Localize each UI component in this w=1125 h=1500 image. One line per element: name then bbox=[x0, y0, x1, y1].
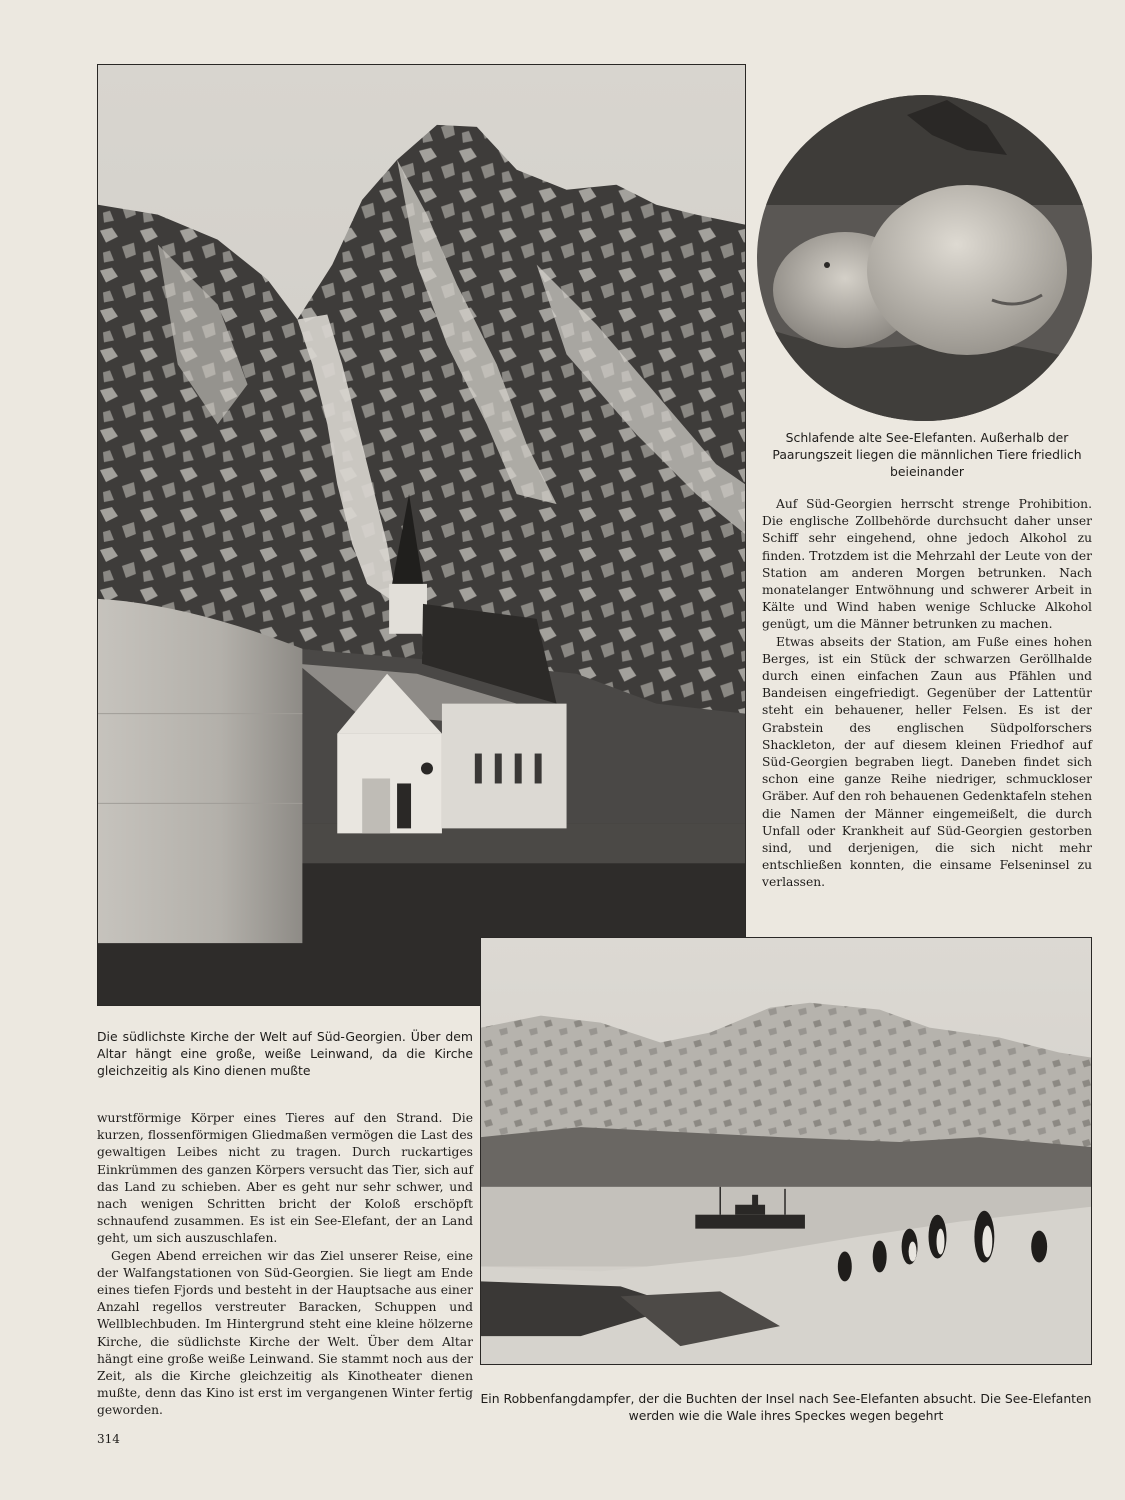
church-photo bbox=[97, 64, 746, 1006]
left-column-text bbox=[97, 1110, 473, 1420]
church-caption: Die südlichste Kirche der Welt auf Süd-Georgien. Über dem Altar hängt eine große, weiße Leinwand, da die Kirche gleichzeitig als Kino dienen mußte bbox=[97, 1029, 473, 1078]
sea-elephants-caption: Schlafende alte See-Elefanten. Außerhalb der Paarungszeit liegen die männlichen Tiere friedlich beieinander bbox=[772, 430, 1082, 479]
paragraph: Auf Süd-Georgien herrscht strenge Prohibition. Die englische Zollbehörde durchsucht daher unser Schiff sehr eingehend, ohne jedoch Alkohol zu finden. Trotzdem ist die Mehrzahl der Leute von der Station am anderen Morgen betrunken. Nach monatelanger Entwöhnung und schwerer Arbeit in Kälte und Wind haben wenige Schlucke Alkohol genügt, um die Männer betrunken zu machen. bbox=[762, 497, 1092, 632]
paragraph: Gegen Abend erreichen wir das Ziel unserer Reise, eine der Walfangstationen von Süd-Georgien. Sie liegt am Ende eines tiefen Fjords und besteht in der Hauptsache aus einer Anzahl regellos verstreuter Baracken, Schuppen und Wellblechbuden. Im Hintergrund steht eine kleine hölzerne Kirche, die südlichste Kirche der Welt. Über dem Altar hängt eine große weiße Leinwand. Sie stammt noch aus der Zeit, als die Kirche gleichzeitig als Kinotheater dienen mußte, denn das Kino ist erst im vergangenen Winter fertig geworden. bbox=[97, 1248, 473, 1418]
sea-elephants-photo bbox=[757, 95, 1092, 421]
page-number: 314 bbox=[97, 1432, 120, 1446]
paragraph: Etwas abseits der Station, am Fuße eines hohen Berges, ist ein Stück der schwarzen Geröllhalde durch einen einfachen Zaun aus Pfählen und Bandeisen eingefriedigt. Gegenüber der Lattentür steht ein behauener, heller Felsen. Es ist der Grabstein des englischen Südpolforschers Shackleton, der auf diesem kleinen Friedhof auf Süd-Georgien begraben liegt. Daneben findet sich schon eine ganze Reihe niedriger, schmuckloser Gräber. Auf den roh behauenen Gedenktafeln stehen die Namen der Männer eingemeißelt, die durch Unfall oder Krankheit auf Süd-Georgien gestorben sind, und derjenigen, die sich nicht mehr entschließen konnten, die einsame Felseninsel zu verlassen. bbox=[762, 634, 1092, 890]
steamer-penguins-illustration bbox=[481, 938, 1091, 1364]
sea-elephants-illustration bbox=[757, 95, 1092, 421]
harbor-caption: Ein Robbenfangdampfer, der die Buchten der Insel nach See-Elefanten absucht. Die See-Elefanten werden wie die Wale ihres Speckes wegen begehrt bbox=[480, 1391, 1092, 1423]
paragraph: wurstförmige Körper eines Tieres auf den Strand. Die kurzen, flossenförmigen Gliedmaßen vermögen die Last des gewaltigen Leibes nicht zu tragen. Durch ruckartiges Einkrümmen des ganzen Körpers versucht das Tier, sich auf das Land zu schieben. Aber es geht nur sehr schwer, und nach wenigen Schritten bricht der Koloß erschöpft schnaufend zusammen. Es ist ein See-Elefant, der an Land geht, um sich auszuschlafen. bbox=[97, 1111, 473, 1246]
harbor-photo bbox=[480, 937, 1092, 1365]
right-column-text bbox=[762, 496, 1092, 892]
church-mountain-illustration bbox=[98, 65, 745, 1005]
